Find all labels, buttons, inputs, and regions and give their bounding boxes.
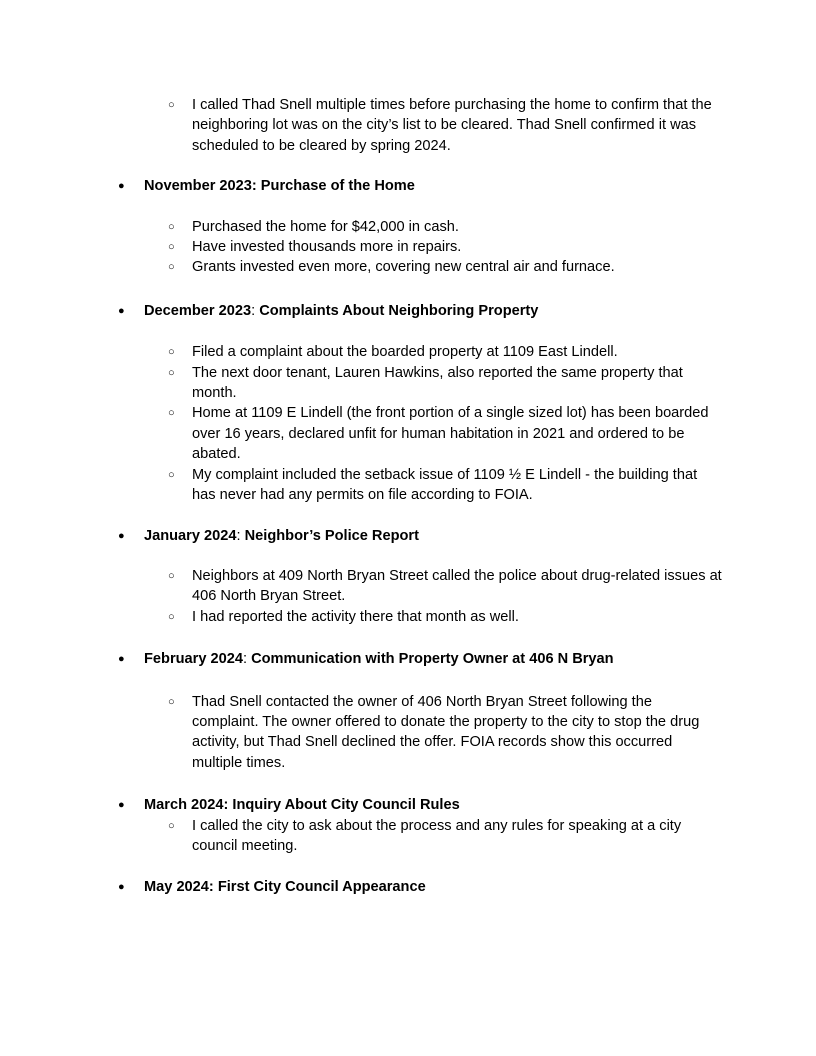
hollow-circle-bullet-icon: ○ xyxy=(168,695,175,708)
list-item xyxy=(168,257,722,277)
section-heading-may-2024 xyxy=(118,877,744,897)
list-item-text: Neighbors at 409 North Bryan Street called the police about drug-related issues at 406 North Bryan Street. xyxy=(192,567,722,605)
section-heading-february-2024 xyxy=(118,649,744,669)
list-item xyxy=(168,566,722,607)
filled-circle-bullet-icon: ● xyxy=(118,304,125,317)
list-item xyxy=(168,342,722,362)
hollow-circle-bullet-icon: ○ xyxy=(168,569,175,582)
hollow-circle-bullet-icon: ○ xyxy=(168,220,175,233)
intro-list xyxy=(0,95,816,156)
section-heading-march-2024 xyxy=(118,795,744,815)
list-item xyxy=(168,816,722,857)
filled-circle-bullet-icon: ● xyxy=(118,180,125,193)
section-date: November 2023: Purchase of the Home xyxy=(144,178,415,195)
section-heading-november-2023 xyxy=(118,176,744,196)
section-separator: : xyxy=(242,651,252,668)
section-date: December 2023 xyxy=(144,302,252,319)
list-item xyxy=(168,692,722,774)
section-date: February 2024 xyxy=(144,651,243,668)
list-item xyxy=(168,607,722,627)
filled-circle-bullet-icon: ● xyxy=(118,881,125,894)
hollow-circle-bullet-icon: ○ xyxy=(168,241,175,254)
section-date: May 2024: First City Council Appearance xyxy=(144,879,426,896)
hollow-circle-bullet-icon: ○ xyxy=(168,610,175,623)
section-items-march-2024 xyxy=(0,816,816,857)
document-page xyxy=(0,95,816,898)
hollow-circle-bullet-icon: ○ xyxy=(168,346,175,359)
list-item-text: Home at 1109 E Lindell (the front portion of a single sized lot) has been boarded over 16 years, declared unfit for human habitation in 2021 and ordered to be abated. xyxy=(192,405,709,463)
filled-circle-bullet-icon: ● xyxy=(118,529,125,542)
list-item-text: Filed a complaint about the boarded property at 1109 East Lindell. xyxy=(192,344,618,361)
hollow-circle-bullet-icon: ○ xyxy=(168,819,175,832)
hollow-circle-bullet-icon: ○ xyxy=(168,468,175,481)
hollow-circle-bullet-icon: ○ xyxy=(168,366,175,379)
section-items-january-2024 xyxy=(0,566,816,627)
list-item-text: Grants invested even more, covering new central air and furnace. xyxy=(192,259,615,276)
section-title: Communication with Property Owner at 406 N Bryan xyxy=(251,651,614,668)
section-heading-january-2024 xyxy=(118,526,744,546)
filled-circle-bullet-icon: ● xyxy=(118,799,125,812)
section-items-november-2023 xyxy=(0,217,816,278)
list-item-text: Have invested thousands more in repairs. xyxy=(192,239,462,256)
section-items-february-2024 xyxy=(0,692,816,774)
list-item-text: I had reported the activity there that month as well. xyxy=(192,608,519,625)
section-separator: : xyxy=(236,527,245,544)
section-date: January 2024 xyxy=(144,527,237,544)
list-item xyxy=(168,237,722,257)
list-item-text: I called the city to ask about the process and any rules for speaking at a city council meeting. xyxy=(192,817,682,854)
hollow-circle-bullet-icon: ○ xyxy=(168,261,175,274)
list-item xyxy=(168,95,722,156)
list-item xyxy=(168,403,722,464)
section-separator: : xyxy=(251,302,260,319)
list-item-text: Thad Snell contacted the owner of 406 North Bryan Street following the complaint. The owner offered to donate the property to the city to stop the drug activity, but Thad Snell declined the offer. FOIA records show this occurred multiple times. xyxy=(192,693,700,771)
section-heading-december-2023 xyxy=(118,301,744,321)
list-item-text: The next door tenant, Lauren Hawkins, also reported the same property that month. xyxy=(192,364,683,402)
section-title: Complaints About Neighboring Property xyxy=(259,302,539,319)
filled-circle-bullet-icon: ● xyxy=(118,653,125,666)
list-item-text: My complaint included the setback issue of 1109 ½ E Lindell - the building that has never had any permits on file according to FOIA. xyxy=(192,466,698,504)
section-title: Neighbor’s Police Report xyxy=(244,527,419,544)
hollow-circle-bullet-icon: ○ xyxy=(168,407,175,420)
section-items-december-2023 xyxy=(0,342,816,505)
list-item-text: Purchased the home for $42,000 in cash. xyxy=(192,218,459,235)
section-date: March 2024: Inquiry About City Council Rules xyxy=(144,797,460,814)
list-item xyxy=(168,217,722,237)
list-item xyxy=(168,363,722,404)
hollow-circle-bullet-icon: ○ xyxy=(168,99,175,111)
list-item-text: I called Thad Snell multiple times before purchasing the home to confirm that the neighboring lot was on the city’s list to be cleared. Thad Snell confirmed it was scheduled to be cleared by spring 2024. xyxy=(192,97,712,154)
list-item xyxy=(168,465,722,506)
